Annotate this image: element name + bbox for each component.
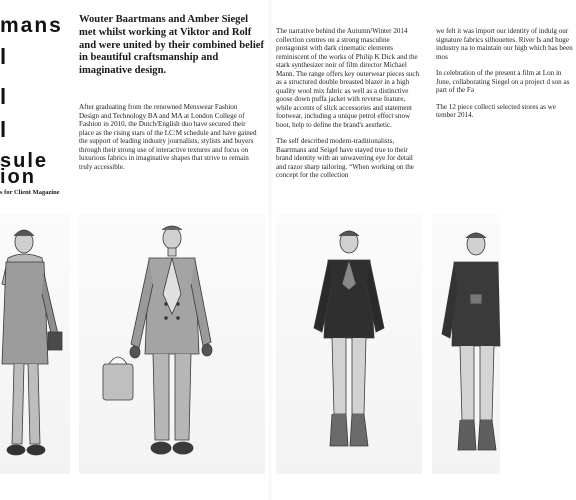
illustration-credit: s for Client Magazine [0,189,60,196]
body-paragraph: The narrative behind the Autumn/Winter 2014 collection centres on a strong masculine protagonist with dark cinematic elements reminiscent of the works of Philip K Dick and the stark synthesizer noir of film director Michael Mann. The range offers key outerwear pieces such as a structured double breasted blazer in a high quality wool mix fabric as well as a distinctive goose down puffa jacket with reverse feature, while accents of slick accessories and statement footwear, including a unique petrol effect snow boot, help to define the brand's aesthetic. [276,27,420,129]
left-body-column [79,103,259,179]
fashion-illustration-2 [79,214,265,474]
lead-paragraph: Wouter Baartmans and Amber Siegel met whilst working at Viktor and Rolf and were united by their combined belief in beautiful craftsmanship and imaginative design. [79,14,265,77]
article-title-line-6: ion [0,166,36,188]
article-title-line-4: l [0,117,7,142]
fashion-sketch-figure [0,214,70,474]
article-title-line-2: l [0,44,7,69]
body-paragraph: After graduating from the renowned Menswear Fashion Design and Technology BA and MA at London College of Fashion in 2010, the Dutch/English duo have secured their place as the rising stars of the LC:M schedule and have gained the support of leading industry journalists, stylists and buyers through their strong use of interactive textures and focus on luxurious fabrics in imaginative shapes that strive to remain truly accessible. [79,103,257,171]
page-gutter [268,0,272,500]
article-title-line-1: mans [0,14,63,37]
article-title-line-3: l [0,84,7,109]
right-body-column-2 [436,27,573,128]
fashion-illustration-1 [0,214,70,474]
body-paragraph: In celebration of the present a film at Lon in June, collaborating Siegel on a project d son as part of the Fa [436,69,570,94]
right-body-column-1 [276,27,420,188]
body-paragraph: The 12 piece collecti selected stores as we tember 2014. [436,102,556,119]
article-title-line-5: sule [0,150,49,172]
fashion-illustration-4 [432,214,500,474]
fashion-sketch-figure [79,214,265,474]
fashion-illustration-3 [276,214,422,474]
body-paragraph: The self described modern-traditionalists, Baartmans and Seigel have stayed true to their brand identity with an unwavering eye for detail and razor sharp tailoring. “When working on the concept for the collection [276,137,414,179]
body-paragraph: we felt it was import our identity of indulg our signature fabrics silhouettes. River Is and huge industry na to maintain our high which has been mos [436,27,573,61]
fashion-sketch-figure [276,214,422,474]
fashion-sketch-figure [432,214,500,474]
